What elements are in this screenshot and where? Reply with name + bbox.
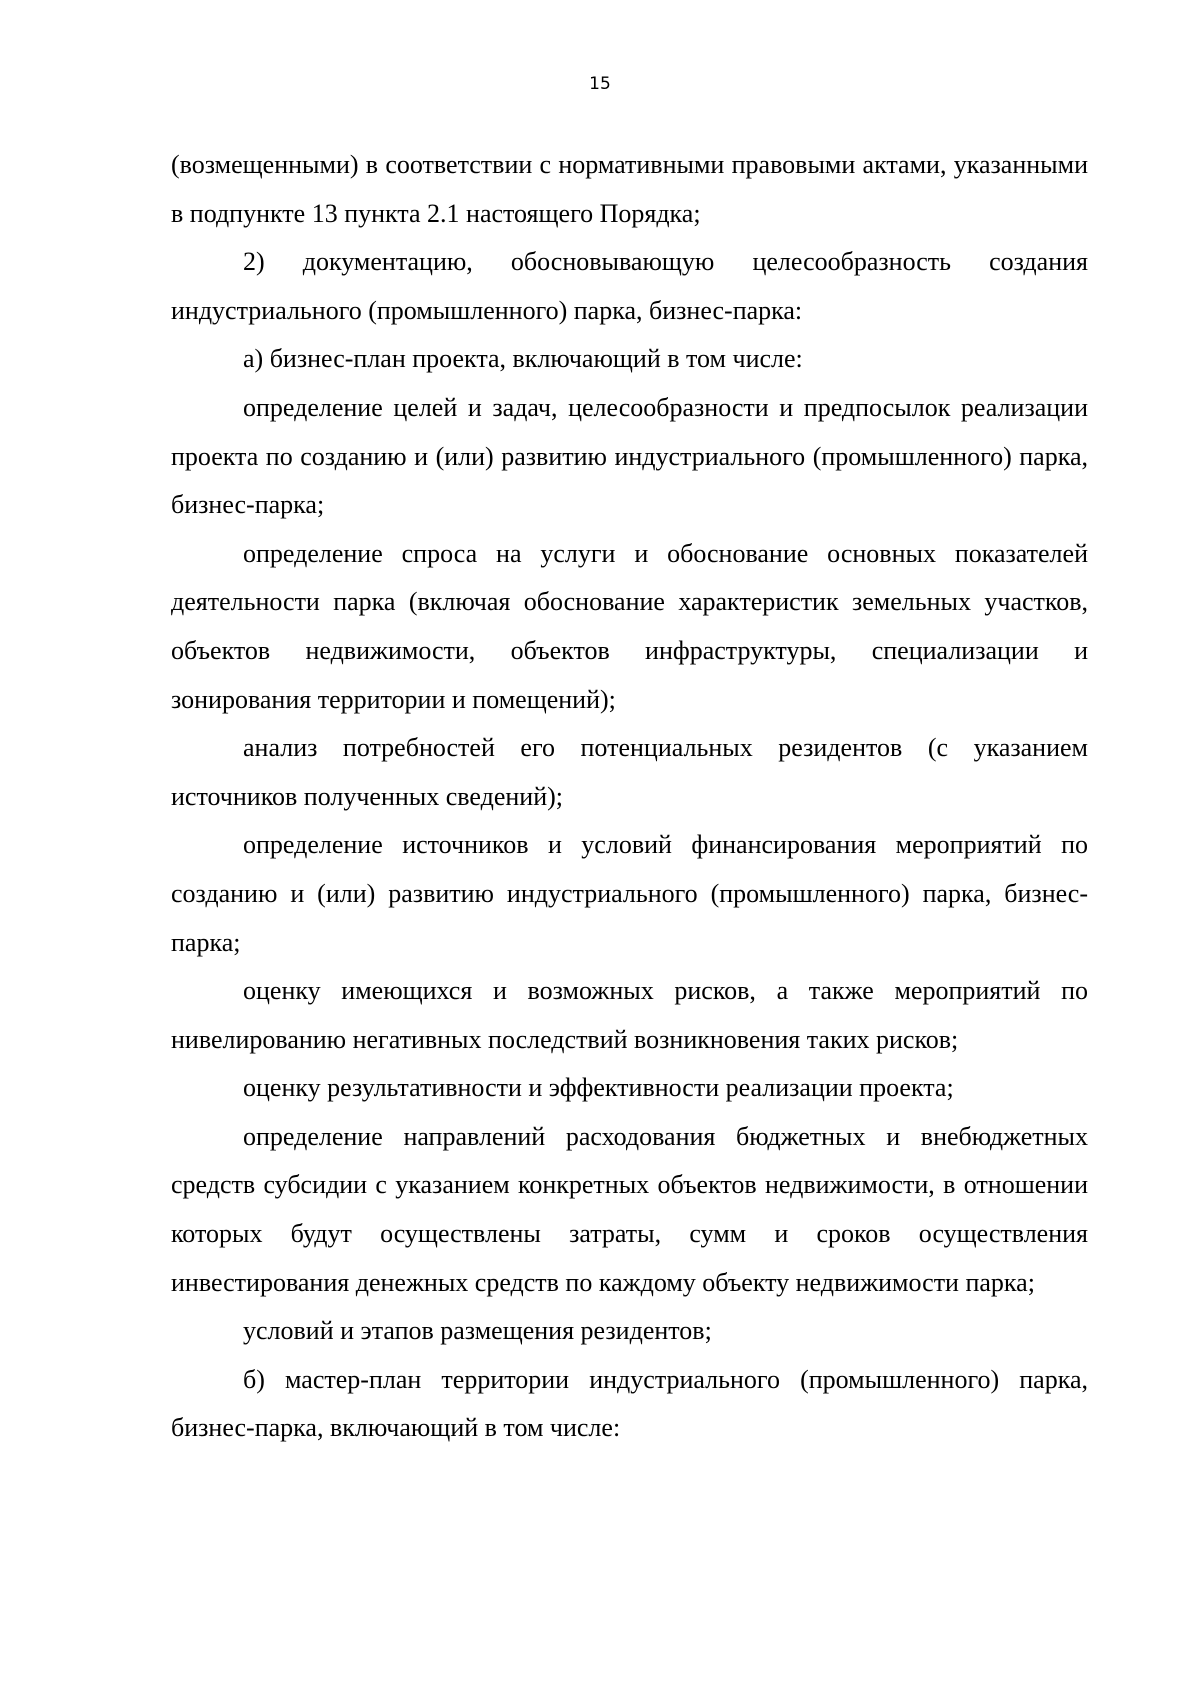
paragraph: б) мастер-план территории индустриального (промышленного) парка, бизнес-парка, включающий в том числе: xyxy=(171,1364,1088,1443)
document-body xyxy=(171,141,1088,1453)
paragraph: условий и этапов размещения резидентов; xyxy=(243,1316,712,1346)
paragraph: а) бизнес-план проекта, включающий в том числе: xyxy=(243,344,803,374)
paragraph: определение направлений расходования бюджетных и внебюджетных средств субсидии с указанием конкретных объектов недвижимости, в отношении которых будут осуществлены затраты, сумм и сроков осуществления инвестирования денежных средств по каждому объекту недвижимости парка; xyxy=(171,1121,1088,1297)
paragraph: 2) документацию, обосновывающую целесообразность создания индустриального (промышленного) парка, бизнес-парка: xyxy=(171,247,1088,325)
paragraph: оценку результативности и эффективности реализации проекта; xyxy=(243,1073,954,1103)
paragraph: определение спроса на услуги и обоснование основных показателей деятельности парка (включая обоснование характеристик земельных участков, объектов недвижимости, объектов инфраструктуры, специализации и зонирования территории и помещений); xyxy=(171,538,1088,714)
paragraph: оценку имеющихся и возможных рисков, а также мероприятий по нивелированию негативных последствий возникновения таких рисков; xyxy=(171,976,1088,1054)
paragraph: определение источников и условий финансирования мероприятий по созданию и (или) развитию индустриального (промышленного) парка, бизнес-парка; xyxy=(171,830,1088,957)
paragraph: определение целей и задач, целесообразности и предпосылок реализации проекта по созданию и (или) развитию индустриального (промышленного) парка, бизнес-парка; xyxy=(171,392,1088,520)
page-number: 15 xyxy=(589,74,611,94)
paragraph: анализ потребностей его потенциальных резидентов (с указанием источников полученных сведений); xyxy=(171,733,1088,811)
paragraph: (возмещенными) в соответствии с нормативными правовыми актами, указанными в подпункте 13 пункта 2.1 настоящего Порядка; xyxy=(171,150,1088,228)
